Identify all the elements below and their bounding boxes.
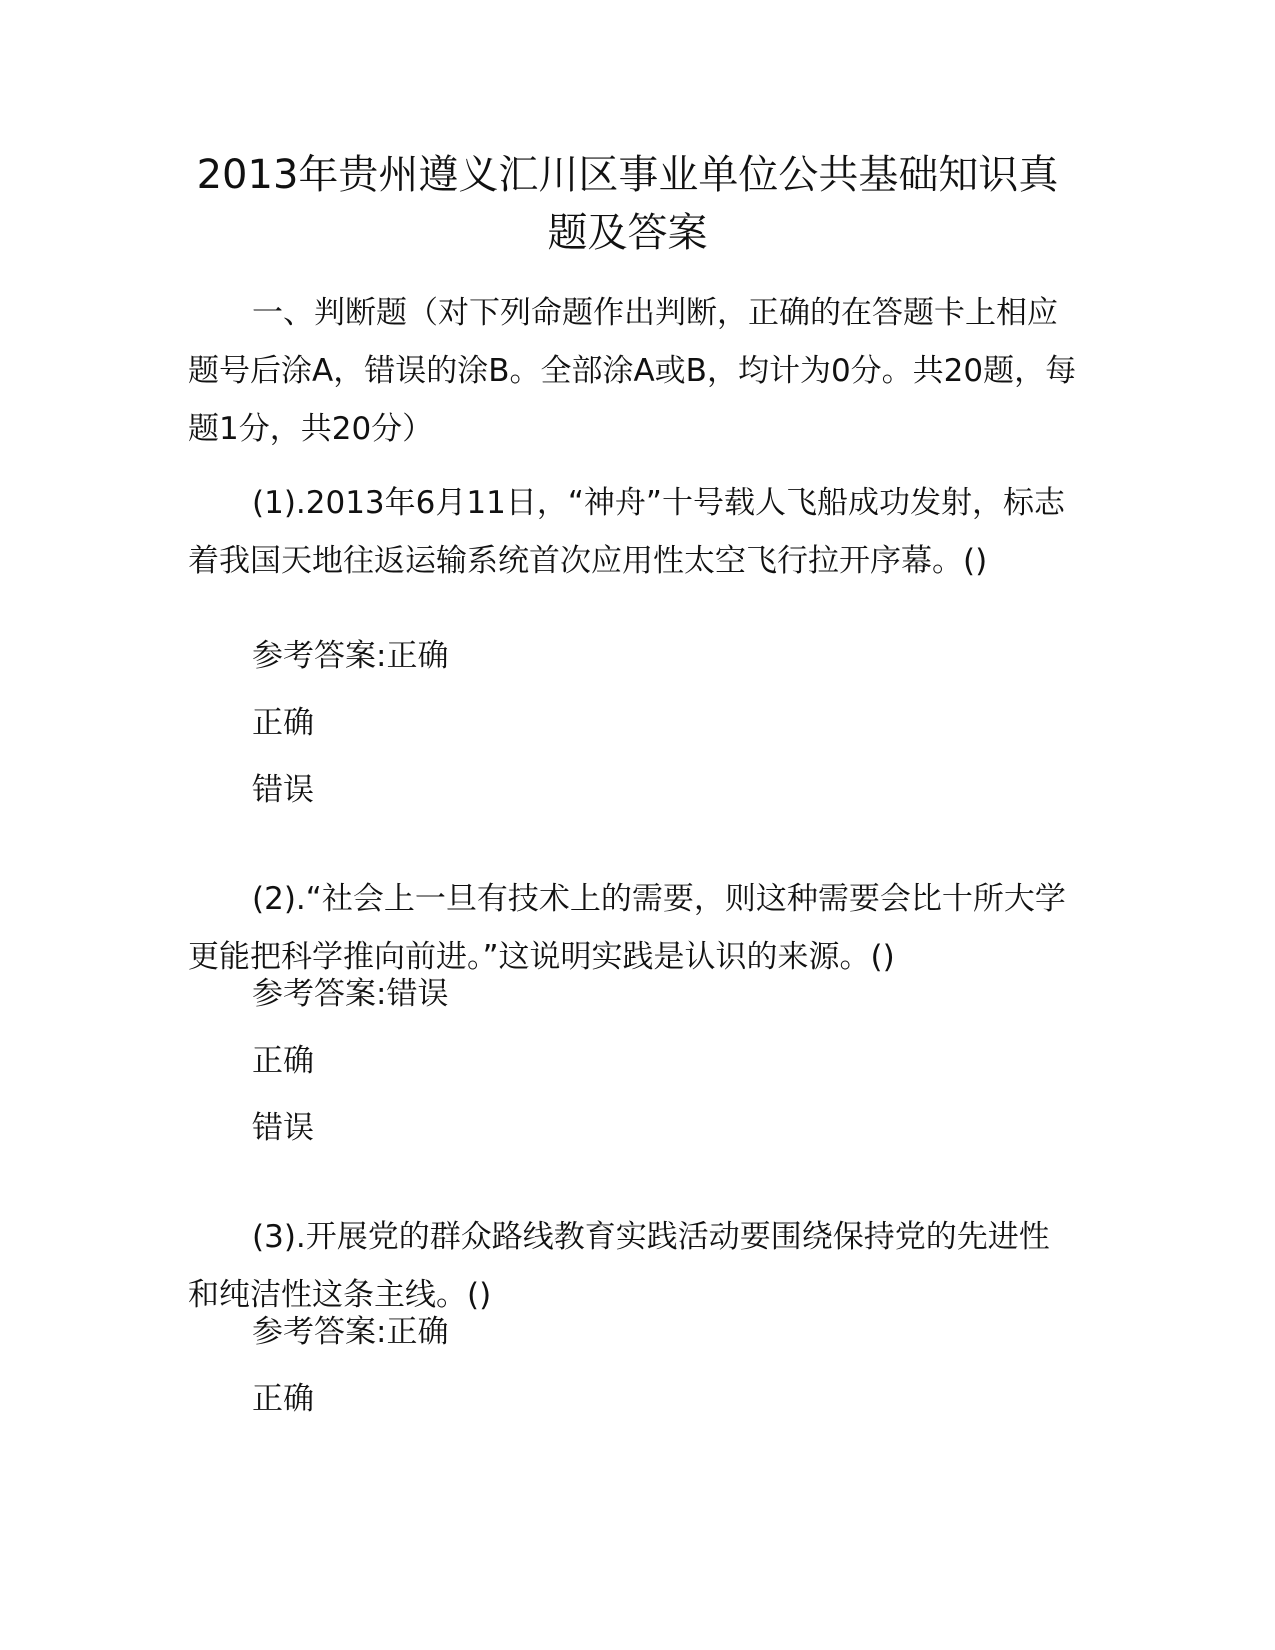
question-2-answer: 参考答案:错误 <box>252 976 449 1012</box>
document-title: 2013年贵州遵义汇川区事业单位公共基础知识真题及答案 <box>196 152 1059 256</box>
question-2-option-a: 正确 <box>252 1043 314 1079</box>
section-intro: 一、判断题（对下列命题作出判断，正确的在答题卡上相应题号后涂A，错误的涂B。全部涂A或B，均计为0分。共20题，每题1分，共20分） <box>188 295 1077 447</box>
question-1-answer: 参考答案:正确 <box>252 638 449 674</box>
question-1-option-a: 正确 <box>252 705 314 741</box>
question-1-option-b: 错误 <box>252 772 314 808</box>
question-2-option-b: 错误 <box>252 1110 314 1146</box>
question-1-text: (1).2013年6月11日，“神舟”十号载人飞船成功发射，标志着我国天地往返运输系统首次应用性太空飞行拉开序幕。() <box>188 485 1065 579</box>
question-3-option-a: 正确 <box>252 1381 314 1417</box>
question-3-text: (3).开展党的群众路线教育实践活动要围绕保持党的先进性和纯洁性这条主线。() <box>188 1219 1050 1313</box>
question-3-answer: 参考答案:正确 <box>252 1314 449 1350</box>
question-2-text: (2).“社会上一旦有技术上的需要，则这种需要会比十所大学更能把科学推向前进。”这说明实践是认识的来源。() <box>188 881 1066 975</box>
